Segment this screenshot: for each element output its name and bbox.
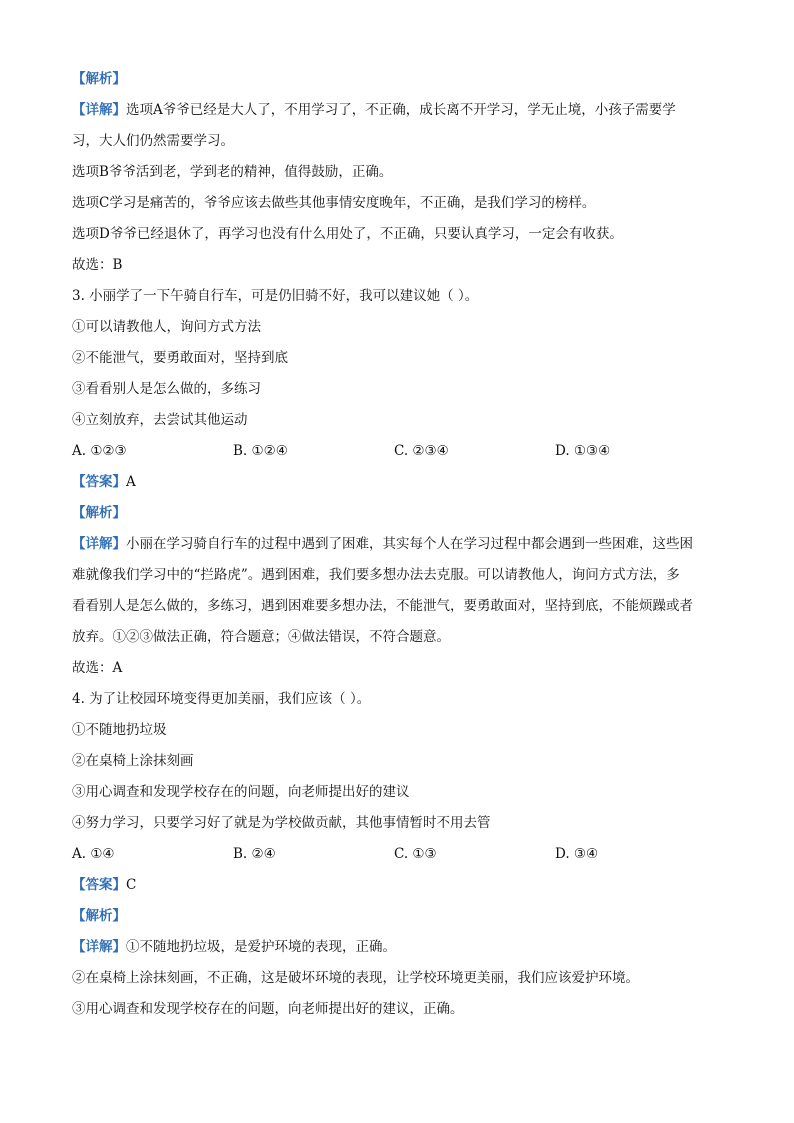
q3-detail-line: 难就像我们学习中的“拦路虎”。遇到困难，我们要多想办法去克服。可以请教他人，询问方式方法，多 — [72, 567, 680, 583]
q4-item: ①不随地扔垃圾 — [72, 722, 167, 738]
q3-option-d: D. ①③④ — [555, 443, 611, 459]
q3-item: ③看看别人是怎么做的，多练习 — [72, 381, 261, 397]
q3-detail-line: 【详解】小丽在学习骑自行车的过程中遇到了困难，其实每个人在学习过程中都会遇到一些困难，这些困 — [72, 536, 693, 552]
q4-stem: 4. 为了让校园环境变得更加美丽，我们应该（ ）。 — [72, 691, 371, 707]
q2-detail-line: 选项C学习是痛苦的，爷爷应该去做些其他事情安度晚年，不正确，是我们学习的榜样。 — [72, 195, 596, 211]
q4-detail-line: 【详解】①不随地扔垃圾，是爱护环境的表现，正确。 — [72, 939, 396, 955]
q3-item: ①可以请教他人，询问方式方法 — [72, 319, 261, 335]
q3-option-b: B. ①②④ — [233, 443, 288, 459]
q2-detail-line: 习，大人们仍然需要学习。 — [72, 133, 234, 149]
q4-option-a: A. ①④ — [72, 846, 115, 862]
q4-detail-tag: 【详解】 — [72, 939, 126, 955]
q4-analysis-heading: 【解析】 — [72, 908, 126, 924]
q4-option-b: B. ②④ — [233, 846, 276, 862]
q4-detail-line: ②在桌椅上涂抹刻画，不正确，这是破坏环境的表现，让学校环境更美丽，我们应该爱护环境。 — [72, 970, 639, 986]
q3-item: ②不能泄气，要勇敢面对，坚持到底 — [72, 350, 288, 366]
q3-detail-line: 看看别人是怎么做的，多练习，遇到困难要多想办法，不能泄气，要勇敢面对，坚持到底，不能烦躁或者 — [72, 598, 693, 614]
q2-detail-line: 选项D爷爷已经退休了，再学习也没有什么用处了，不正确，只要认真学习，一定会有收获。 — [72, 226, 623, 242]
q3-detail-line: 放弃。①②③做法正确，符合题意；④做法错误，不符合题意。 — [72, 629, 450, 645]
q2-detail-line: 【详解】选项A爷爷已经是大人了，不用学习了，不正确，成长离不开学习，学无止境，小孩子需要学 — [72, 102, 676, 118]
q3-option-c: C. ②③④ — [394, 443, 449, 459]
q3-answer: 【答案】A — [72, 474, 136, 490]
q3-choice: 故选：A — [72, 660, 123, 676]
q3-option-a: A. ①②③ — [72, 443, 127, 459]
q4-answer: 【答案】C — [72, 877, 137, 893]
q4-item: ③用心调查和发现学校存在的问题，向老师提出好的建议 — [72, 784, 410, 800]
q4-option-c: C. ①③ — [394, 846, 437, 862]
q3-stem: 3. 小丽学了一下午骑自行车，可是仍旧骑不好，我可以建议她（ ）。 — [72, 288, 479, 304]
q2-detail-tag: 【详解】 — [72, 102, 126, 118]
q4-item: ②在桌椅上涂抹刻画 — [72, 753, 194, 769]
q4-options — [72, 839, 732, 870]
q3-analysis-heading: 【解析】 — [72, 505, 126, 521]
q3-item: ④立刻放弃，去尝试其他运动 — [72, 412, 248, 428]
q2-choice: 故选：B — [72, 257, 123, 273]
q3-detail-tag: 【详解】 — [72, 536, 126, 552]
q2-detail-line: 选项B爷爷活到老，学到老的精神，值得鼓励，正确。 — [72, 164, 393, 180]
q3-options — [72, 436, 732, 467]
q4-detail-line: ③用心调查和发现学校存在的问题，向老师提出好的建议，正确。 — [72, 1001, 464, 1017]
q4-option-d: D. ③④ — [555, 846, 599, 862]
q4-item: ④努力学习，只要学习好了就是为学校做贡献，其他事情暂时不用去管 — [72, 815, 491, 831]
document-page — [72, 64, 732, 1025]
q2-analysis-heading: 【解析】 — [72, 71, 126, 87]
